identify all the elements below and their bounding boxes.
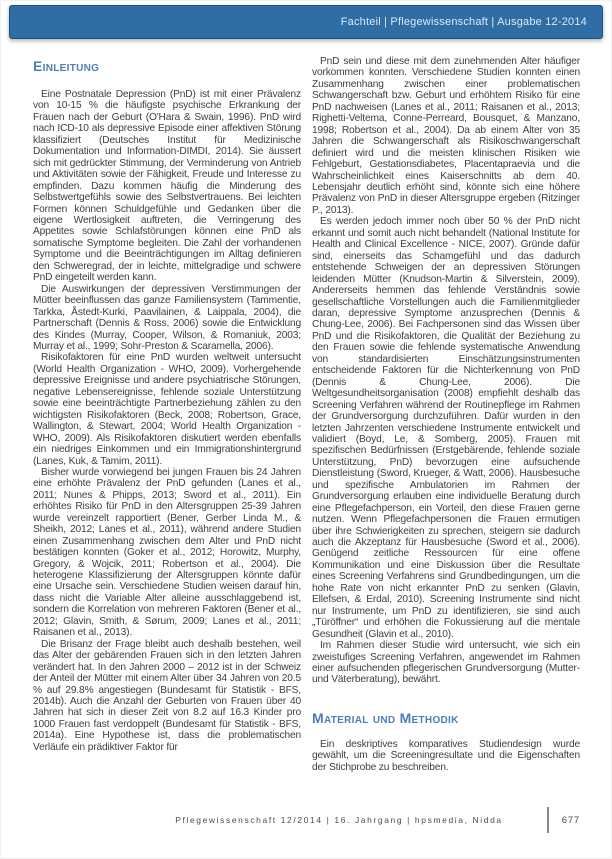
body-paragraph: Die Auswirkungen der depressiven Verstimmungen der Mütter beeinflussen das ganze Familiensystem (Tammentie, Tarkka, Åstedt-Kurki, Paavilainen, & Laippala, 2004), die Partnerschaft (Dennis & Ross, 2006) sowie die Entwicklung des Kindes (Murray, Cooper, Wilson, & Romaniuk, 2003; Murray et al., 1999; Sohr-Preston & Scaramella, 2006). (33, 283, 301, 352)
body-paragraph: PnD sein und diese mit dem zunehmenden Alter häufiger vorkommen konnten. Verschiedene Studien konnten einen Zusammenhang zwischen einer problematischen Schwangerschaft bzw. Geburt und erhöhtem Risiko für eine PnD nachweisen (Lanes et al., 2011; Raisanen et al., 2013; Righetti-Veltema, Conne-Perreard, Bousquet, & Manzano, 1998; Robertson et al., 2004). Da ab einem Alter von 35 Jahren die Schwangerschaft als Risikoschwangerschaft definiert wird und die meisten klinischen Risiken wie Fehlgeburt, Gestationsdiabetes, Placentapraevia und die Wahrscheinlichkeit eines Kaiserschnitts ab dem 40. Lebensjahr deutlich erhöht sind, könnte sich eine höhere Prävalenz von PnD in dieser Altersgruppe ergeben (Ritzinger P., 2013). (312, 56, 580, 216)
section-title-einleitung: Einleitung (33, 58, 100, 74)
section-title-material-methodik: Material und Methodik (312, 709, 459, 726)
footer-divider (547, 807, 549, 833)
body-paragraph: Im Rahmen dieser Studie wird untersucht, wie sich ein zweistufiges Screening Verfahren, angewendet im Rahmen einer aufsuchenden pflegerischen Grundversorgung (Mutter- und Väterberatung), bewährt. (312, 640, 580, 686)
body-paragraph: Ein deskriptives komparatives Studiendesign wurde gewählt, um die Screeningresultate und die Eigenschaften der Stichprobe zu beschreiben. (312, 738, 580, 773)
body-paragraph: Eine Postnatale Depression (PnD) ist mit einer Prävalenz von 10-15 % die häufigste psychische Erkrankung der Frauen nach der Geburt (O'Hara & Swain, 1996). PnD wird nach ICD-10 als depressive Episode einer affektiven Störung klassifiziert (Deutsches Institut für Medizinische Dokumentation und Information-DIMDI, 2014). Sie äussert sich mit gedrückter Stimmung, der Verminderung von Antrieb und Aktivitäten sowie der Fähigkeit, Freude und Interesse zu empfinden. Dazu kommen häufig die Minderung des Selbstwertgefühls sowie des Selbstvertrauens. Bei leichten Formen können Schuldgefühle und Gedanken über die eigene Wertlosigkeit auftreten, die Verringerung des Appetites sowie Schlafstörungen können eine PnD als somatische Symptome begleiten. Die Zahl der vorhandenen Symptome und die Beeinträchtigungen im Alltag definieren den Schweregrad, der in leichte, mittelgradige und schwere PnD eingeteilt werden kann. (33, 89, 301, 284)
footer-journal-line: Pflegewissenschaft 12/2014 | 16. Jahrgang | hpsmedia, Nidda (175, 815, 503, 825)
page-header-bar (9, 5, 603, 39)
right-column (312, 56, 580, 773)
body-paragraph: Bisher wurde vorwiegend bei jungen Frauen bis 24 Jahren eine erhöhte Prävalenz der PnD gefunden (Lanes et al., 2011; Nunes & Phipps, 2013; Sword et al., 2011). Ein erhöhtes Risiko für PnD in den Altersgruppen 25-39 Jahren wurde vereinzelt rapportiert (Bener, Gerber Linda M., & Sheikh, 2012; Lanes et al., 2011), während andere Studien einen Zusammenhang zwischen dem Alter und PnD nicht bestätigen konnten (Goker et al., 2012; Horowitz, Murphy, Gregory, & Wojcik, 2011; Robertson et al., 2004). Die heterogene Klassifizierung der Altersgruppen könnte dafür eine Ursache sein. Verschiedene Studien weisen darauf hin, dass nicht die Variable Alter alleine ausschlaggebend ist, sondern die Korrelation von mehreren Faktoren (Bener et al., 2012; Glavin, Smith, & Sørum, 2009; Lanes et al., 2011; Raisanen et al., 2013). (33, 466, 301, 639)
article-body (33, 56, 580, 773)
left-column (33, 56, 301, 773)
page-footer (175, 804, 580, 836)
footer-page-number: 677 (561, 814, 580, 826)
body-paragraph: Risikofaktoren für eine PnD wurden weltweit untersucht (World Health Organization - WHO, 2009). Vorhergehende depressive Ereignisse und andere psychiatrische Störungen, negative Lebensereignisse, fehlende soziale Unterstützung sowie eine beeinträchtigte Partnerbeziehung zählen zu den wichtigsten Risikofaktoren (Beck, 2008; Robertson, Grace, Wallington, & Stewart, 2004; World Health Organization - WHO, 2009). Als Risikofaktoren diskutiert werden ebenfalls ein niedriges Einkommen und ein Immigrationshintergrund (Lanes, Kuk, & Tamim, 2011). (33, 352, 301, 467)
body-paragraph: Die Brisanz der Frage bleibt auch deshalb bestehen, weil das Alter der gebärenden Frauen sich in den letzten Jahren verändert hat. In den Jahren 2000 – 2012 ist in der Schweiz der Anteil der Mütter mit einem Alter über 34 Jahren von 20.5 % auf 29.8% angestiegen (Bundesamt für Statistik - BFS, 2014b). Auch die Anzahl der Geburten von Frauen über 40 Jahren hat sich in dieser Zeit von 8.2 auf 16.3 Kinder pro 1000 Frauen fast verdoppelt (Bundesamt für Statistik - BFS, 2014a). Eine Hypothese ist, dass die problematischen Verläufe ein prädiktiver Faktor für (33, 638, 301, 753)
header-issue-label: Fachteil | Pflegewissenschaft | Ausgabe 12-2014 (340, 16, 587, 28)
body-paragraph: Es werden jedoch immer noch über 50 % der PnD nicht erkannt und somit auch nicht behandelt (National Institute for Health and Clinical Excellence - NICE, 2007). Gründe dafür sind, einerseits das Schamgefühl und das dadurch entstehende Schweigen der an depressiven Störungen leidenden Mütter (Knudson-Martin & Silverstein, 2009). Andererseits hemmen das fehlende Verständnis sowie gesellschaftliche Vorstellungen auch die Familienmitglieder daran, depressive Symptome anzusprechen (Dennis & Chung-Lee, 2006). Bei Fachpersonen sind das Wissen über PnD und die Risikofaktoren, die Qualität der Beziehung zu den Frauen sowie die fehlende systematische Anwendung von standardisierten Einschätzungsinstrumenten entscheidende Faktoren für die Nichterkennung von PnD (Dennis & Chung-Lee, 2006). Die Weltgesundheitsorganisation (2008) empfiehlt deshalb das Screening Verfahren während der Routinepflege im Rahmen der Grundversorgung durchzuführen. Dafür wurden in den letzten Jahrzenten verschiedene Instrumente entwickelt und validiert (Boyd, Le, & Somberg, 2005). Frauen mit spezifischen Bedürfnissen (Erstgebärende, fehlende soziale Unterstützung, PnD) bevorzugen eine aufsuchende Dienstleistung (Sword, Krueger, & Watt, 2006). Hausbesuche und spezifische Ambulatorien im Rahmen der Grundversorgung erlauben eine individuelle Beratung durch eine Pflegefachperson, ein Vorteil, den diese Frauen gerne nutzen. Wenn Pflegefachpersonen die Frauen ermutigen über ihre Schwierigkeiten zu sprechen, steigern sie dadurch auch die Akzeptanz für Hausbesuche (Sword et al., 2006). Genügend zeitliche Ressourcen für eine offene Kommunikation und eine Diskussion über die Resultate eines Screening Verfahrens sind Grundbedingungen, um die hohe Rate von nicht erkannter PnD zu senken (Glavin, Ellefsen, & Erdal, 2010). Screening Instrumente sind nicht nur Instrumente, um PnD zu identifizieren, sie sind auch „Türöffner“ und erhöhen die Fokussierung auf die mentale Gesundheit (Glavin et al., 2010). (312, 216, 580, 640)
